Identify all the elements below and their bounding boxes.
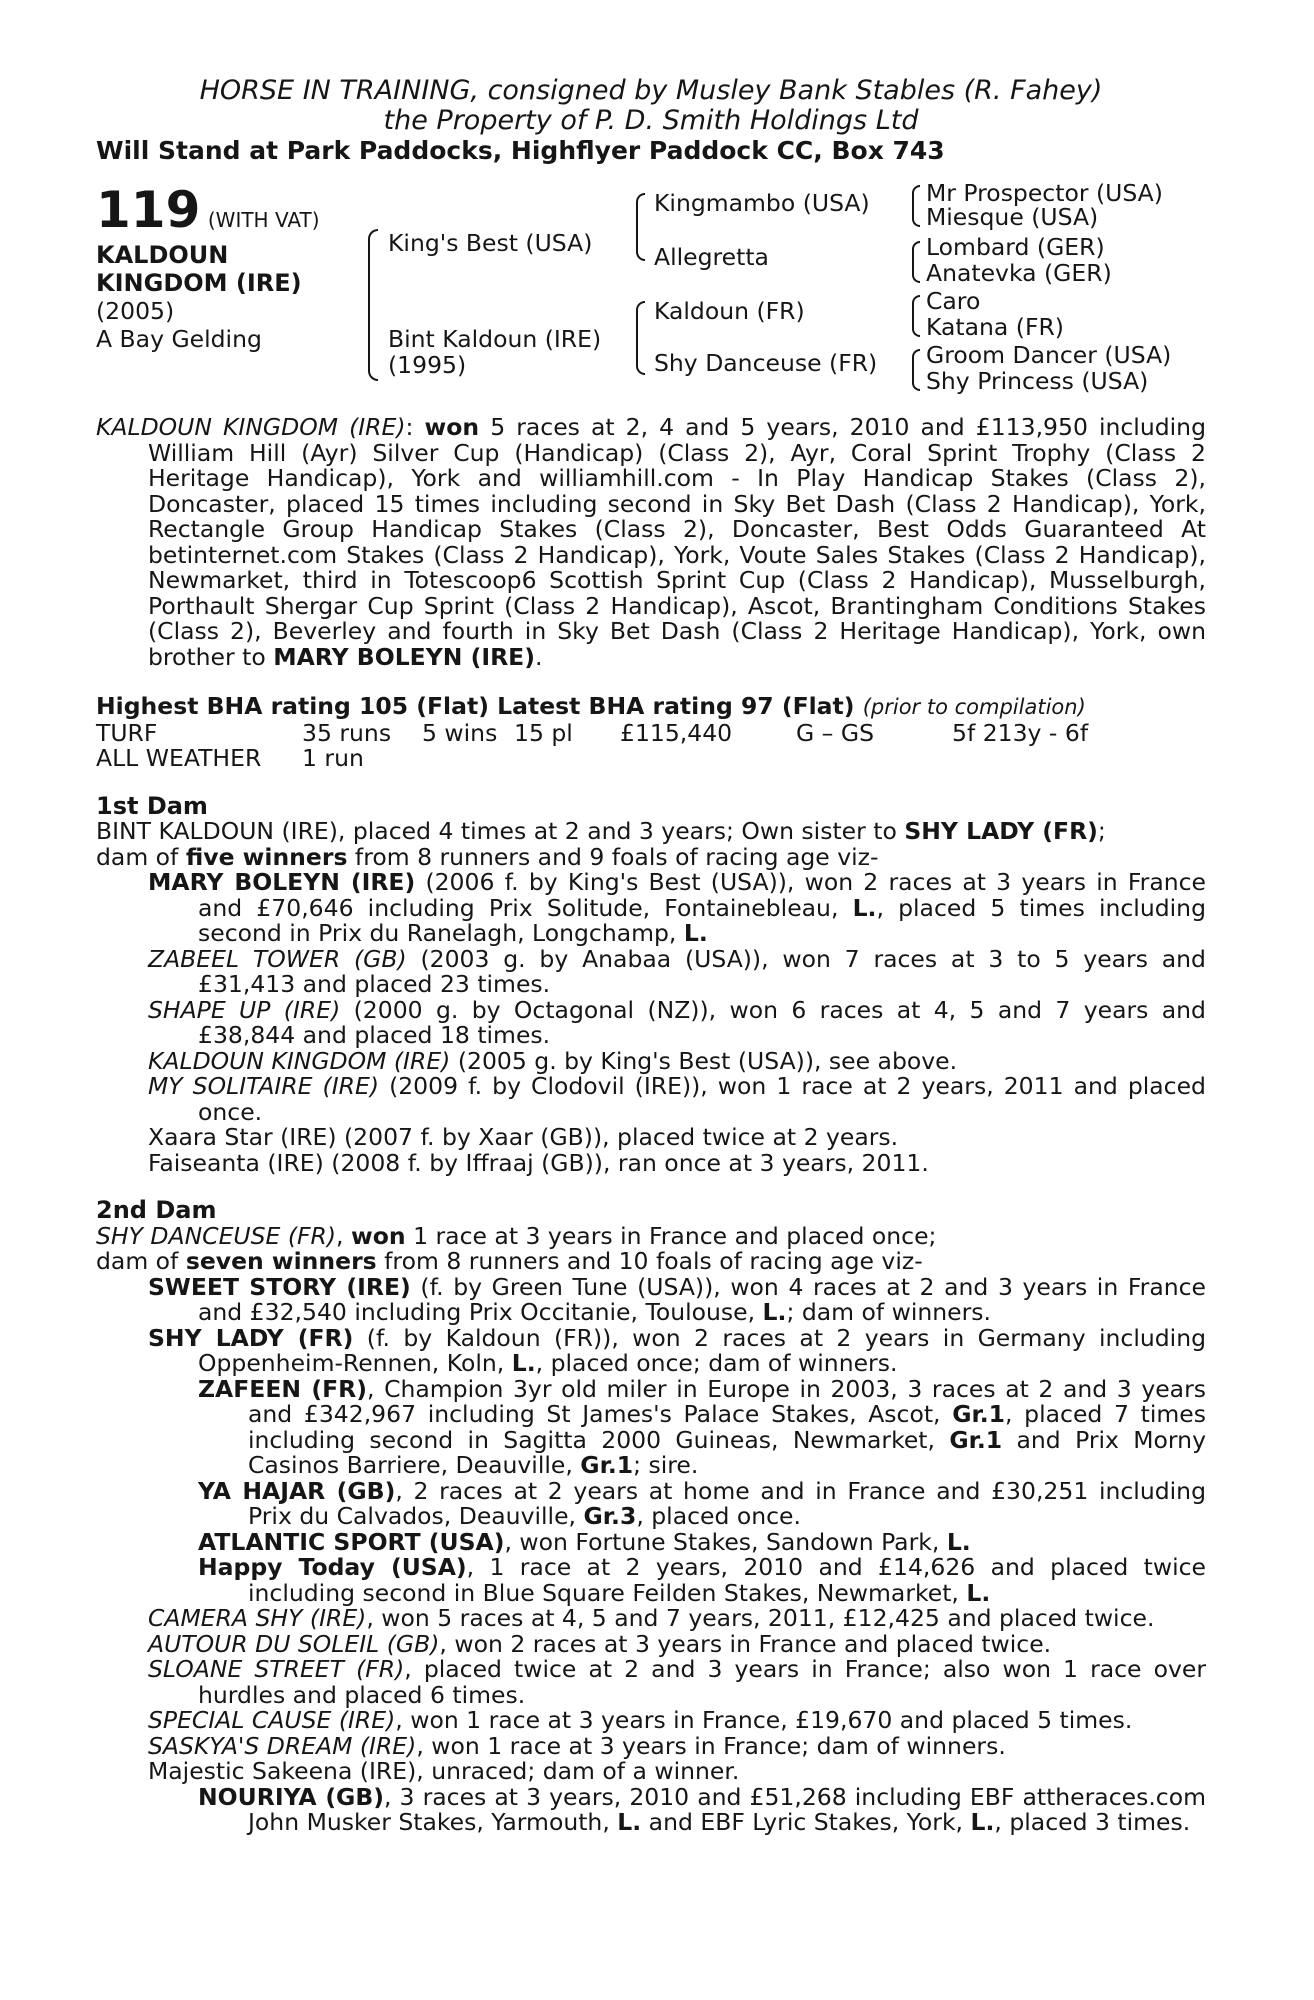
sire-sire: Kingmambo (USA)	[654, 189, 870, 217]
progeny-item: SWEET STORY (IRE) (f. by Green Tune (USA)), won 4 races at 2 and 3 years in France and £32,540 including Prix Occitanie, Toulouse, L.; dam of winners.	[148, 1272, 1206, 1326]
first-dam-intro: BINT KALDOUN (IRE), placed 4 times at 2 and 3 years; Own sister to SHY LADY (FR); dam of five winners from 8 runners and 9 foals of racing age viz-	[96, 817, 1106, 871]
foaling-year: (2005)	[96, 297, 175, 325]
progeny-item: CAMERA SHY (IRE), won 5 races at 4, 5 and 7 years, 2011, £12,425 and placed twice.	[148, 1604, 1155, 1632]
ancestor-6: Katana (FR)	[926, 313, 1064, 341]
horse-description: A Bay Gelding	[96, 325, 262, 353]
grand-progeny-item: ZAFEEN (FR), Champion 3yr old miler in Europe in 2003, 3 races at 2 and 3 years and £342,967 including St James's Palace Stakes, Ascot, Gr.1, placed 7 times including second in Sagitta 2000 Guineas, Newmarket, Gr.1 and Prix Morny Casinos Barriere, Deauville, Gr.1; sire.	[198, 1374, 1206, 1479]
second-dam-intro: SHY DANCEUSE (FR), won 1 race at 3 years in France and placed once; dam of seven winners from 8 runners and 10 foals of racing age viz-	[96, 1221, 937, 1275]
horse-name-line2: KINGDOM (IRE)	[96, 269, 302, 297]
sire-parents-brace	[636, 193, 645, 261]
lot-number: 119	[96, 181, 201, 239]
progeny-item: MARY BOLEYN (IRE) (2006 f. by King's Best (USA)), won 2 races at 3 years in France and £70,646 including Prix Solitude, Fontainebleau, L., placed 5 times including second in Prix du Ranelagh, Longchamp, L.	[148, 868, 1206, 947]
progeny-item: Faiseanta (IRE) (2008 f. by Iffraaj (GB)), ran once at 3 years, 2011.	[148, 1148, 929, 1177]
ancestor-8: Shy Princess (USA)	[926, 367, 1149, 395]
ratings-heading	[96, 694, 1206, 721]
progeny-item: ZABEEL TOWER (GB) (2003 g. by Anabaa (USA)), won 7 races at 3 to 5 years and £31,413 and placed 23 times.	[148, 944, 1206, 998]
progeny-item: SPECIAL CAUSE (IRE), won 1 race at 3 years in France, £19,670 and placed 5 times.	[148, 1706, 1133, 1734]
progeny-item: KALDOUN KINGDOM (IRE) (2005 g. by King's Best (USA)), see above.	[148, 1046, 958, 1075]
summary-text: 5 races at 2, 4 and 5 years, 2010 and £113,950 including William Hill (Ayr) Silver Cup (Handicap) (Class 2), Ayr, Coral Sprint Trophy (Class 2 Heritage Handicap), York and williamhill.com - In Play Handicap Stakes (Class 2), Doncaster, placed 15 times including second in Sky Bet Dash (Class 2 Handicap), York, Rectangle Group Handicap Stakes (Class 2), Doncaster, Best Odds Guaranteed At betinternet.com Stakes (Class 2 Handicap), York, Voute Sales Stakes (Class 2 Handicap), Newmarket, third in Totescoop6 Scottish Sprint Cup (Class 2 Handicap), Musselburgh, Porthault Shergar Cup Sprint (Class 2 Handicap), Ascot, Brantingham Conditions Stakes (Class 2), Beverley and fourth in Sky Bet Dash (Class 2 Heritage Handicap), York, own brother to	[148, 413, 1206, 671]
horse-name-line1: KALDOUN	[96, 241, 229, 269]
pedigree-block	[96, 177, 1206, 415]
progeny-item: MY SOLITAIRE (IRE) (2009 f. by Clodovil (IRE)), won 1 race at 2 years, 2011 and placed once.	[148, 1072, 1206, 1126]
vat-note: (WITH VAT)	[207, 208, 320, 232]
dam-sire: Kaldoun (FR)	[654, 297, 805, 325]
dam-year: (1995)	[388, 351, 467, 379]
dam-parents-brace	[636, 301, 645, 375]
sire-dam: Allegretta	[654, 243, 769, 271]
ratings-note: (prior to compilation)	[862, 695, 1086, 719]
all-weather-row: ALL WEATHER 1 run	[96, 744, 364, 772]
race-record-summary: KALDOUN KINGDOM (IRE): won 5 races at 2, 4 and 5 years, 2010 and £113,950 including William Hill (Ayr) Silver Cup (Handicap) (Class 2), Ayr, Coral Sprint Trophy (Class 2 Heritage Handicap), York and williamhill.com - In Play Handicap Stakes (Class 2), Doncaster, placed 15 times including second in Sky Bet Dash (Class 2 Handicap), York, Rectangle Group Handicap Stakes (Class 2), Doncaster, Best Odds Guaranteed At betinternet.com Stakes (Class 2 Handicap), York, Voute Sales Stakes (Class 2 Handicap), Newmarket, third in Totescoop6 Scottish Sprint Cup (Class 2 Handicap), Musselburgh, Porthault Shergar Cup Sprint (Class 2 Handicap), Ascot, Brantingham Conditions Stakes (Class 2), Beverley and fourth in Sky Bet Dash (Class 2 Heritage Handicap), York, own brother to MARY BOLEYN (IRE).	[96, 413, 1206, 671]
sire-dam-brace	[368, 229, 378, 381]
dam: Bint Kaldoun (IRE)	[388, 325, 602, 353]
ancestor-3: Lombard (GER)	[926, 233, 1105, 261]
progeny-item: SHY LADY (FR) (f. by Kaldoun (FR)), won 2 races at 2 years in Germany including Oppenheim-Rennen, Koln, L., placed once; dam of winners.	[148, 1323, 1207, 1377]
grand-progeny-item: YA HAJAR (GB), 2 races at 2 years at home and in France and £30,251 including Prix du Calvados, Deauville, Gr.3, placed once.	[198, 1476, 1206, 1530]
turf-row: TURF 35 runs 5 wins 15 pl £115,440 G – GS 5f 213y - 6f	[96, 718, 1089, 747]
summary-horse-name: KALDOUN KINGDOM (IRE)	[96, 413, 406, 441]
grand-progeny-item: Happy Today (USA), 1 race at 2 years, 2010 and £14,626 and placed twice including second in Blue Square Feilden Stakes, Newmarket, L.	[198, 1553, 1206, 1607]
progeny-item: SASKYA'S DREAM (IRE), won 1 race at 3 years in France; dam of winners.	[148, 1731, 1006, 1760]
ratings-headline: Highest BHA rating 105 (Flat) Latest BHA rating 97 (Flat)	[96, 692, 855, 720]
g-brace-2	[912, 241, 920, 283]
sire: King's Best (USA)	[388, 229, 593, 257]
second-dam-heading: 2nd Dam	[96, 1196, 217, 1224]
ancestor-2: Miesque (USA)	[926, 203, 1099, 231]
grand-progeny-item: ATLANTIC SPORT (USA), won Fortune Stakes, Sandown Park, L.	[198, 1527, 971, 1556]
grand-progeny-item: NOURIYA (GB), 3 races at 3 years, 2010 and £51,268 including EBF attheraces.com John Musker Stakes, Yarmouth, L. and EBF Lyric Stakes, York, L., placed 3 times.	[198, 1782, 1206, 1836]
progeny-item: SHAPE UP (IRE) (2000 g. by Octagonal (NZ)), won 6 races at 4, 5 and 7 years and £38,844 and placed 18 times.	[148, 995, 1206, 1049]
g-brace-3	[912, 295, 920, 337]
progeny-item: AUTOUR DU SOLEIL (GB), won 2 races at 3 years in France and placed twice.	[148, 1629, 1052, 1658]
summary-brother: MARY BOLEYN (IRE)	[273, 642, 535, 671]
stand-location: Will Stand at Park Paddocks, Highflyer Paddock CC, Box 743	[96, 136, 945, 165]
ancestor-4: Anatevka (GER)	[926, 259, 1112, 287]
g-brace-1	[912, 185, 920, 227]
dam-dam: Shy Danceuse (FR)	[654, 349, 878, 377]
g-brace-4	[912, 349, 920, 391]
progeny-item: Majestic Sakeena (IRE), unraced; dam of a winner.	[148, 1757, 740, 1785]
ancestor-5: Caro	[926, 287, 981, 315]
progeny-item: Xaara Star (IRE) (2007 f. by Xaar (GB)), placed twice at 2 years.	[148, 1123, 899, 1151]
lot-heading	[96, 181, 320, 239]
ancestor-7: Groom Dancer (USA)	[926, 341, 1172, 369]
first-dam-heading: 1st Dam	[96, 791, 208, 820]
ancestor-1: Mr Prospector (USA)	[926, 179, 1163, 207]
summary-won: won	[424, 413, 480, 441]
catalogue-page	[96, 76, 1206, 1836]
progeny-item: SLOANE STREET (FR), placed twice at 2 and 3 years in France; also won 1 race over hurdles and placed 6 times.	[148, 1655, 1206, 1709]
consignor-line: HORSE IN TRAINING, consigned by Musley Bank Stables (R. Fahey)	[199, 75, 1103, 106]
owner-line: the Property of P. D. Smith Holdings Ltd	[383, 105, 919, 136]
